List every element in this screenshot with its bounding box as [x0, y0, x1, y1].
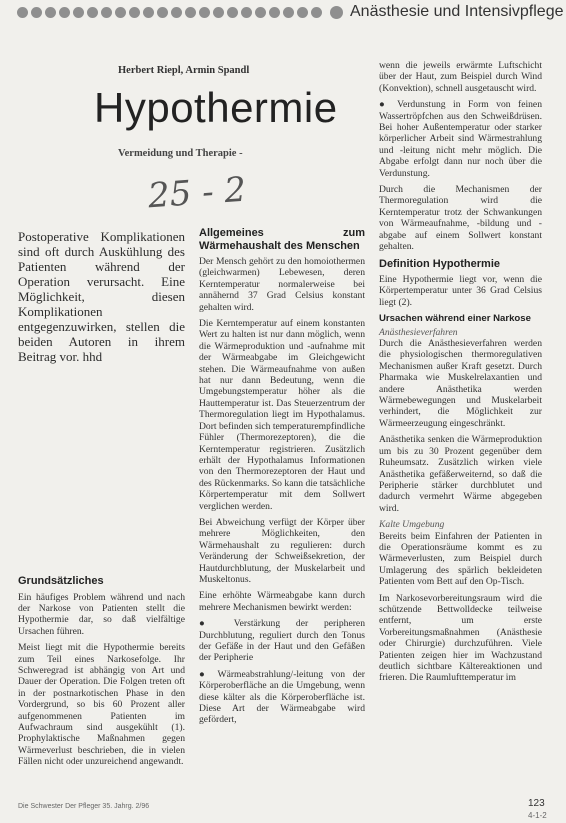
lead-paragraph: Postoperative Komplikationen sind oft durch Auskühlung des Patienten während der Operation verursacht. Eine Möglichkeit, diesen Komplikationen entgegenzuwirken, stellen die beiden Autoren in ihrem Beitrag vor. hhd — [18, 229, 185, 364]
lead-column — [18, 229, 185, 369]
dot-icon — [185, 7, 196, 18]
footer-source: Die Schwester Der Pfleger 35. Jahrg. 2/96 — [18, 803, 150, 810]
paragraph: Eine erhöhte Wärmeabgabe kann durch mehrere Mechanismen bewirkt werden: — [199, 590, 365, 613]
paragraph: Eine Hypothermie liegt vor, wenn die Körpertemperatur unter 36 Grad Celsius liegt (2). — [379, 274, 542, 308]
dot-icon — [143, 7, 154, 18]
dot-icon — [241, 7, 252, 18]
dot-icon — [45, 7, 56, 18]
dot-icon — [311, 7, 322, 18]
paragraph: ● Verdunstung in Form von feinen Wassertröpfchen aus den Schweißdrüsen. Bei hoher Außentemperatur oder starker körperlicher Arbeit sind Wärmestrahlung und -leitung nicht mehr möglich. Die Abgabe erfolgt dann nur noch über die Verdunstung. — [379, 99, 542, 179]
column-1-lower — [18, 575, 185, 773]
paragraph: ● Verstärkung der peripheren Durchblutung, reguliert durch den Tonus der Gefäße in der Haut und den Gefäßen der Peripherie — [199, 618, 365, 664]
dot-icon — [129, 7, 140, 18]
dot-icon — [227, 7, 238, 18]
heading-grundsaetzliches: Grundsätzliches — [18, 575, 104, 587]
column-2 — [199, 227, 365, 731]
dot-icon — [31, 7, 42, 18]
paragraph: wenn die jeweils erwärmte Luftschicht über der Haut, zum Beispiel durch Wind (Konvektion), schnell ausgetauscht wird. — [379, 60, 542, 94]
paragraph: Ein häufiges Problem während und nach der Narkose von Patienten stellt die Hypothermie dar, so daß vielfältige Ursachen führen. — [18, 591, 185, 637]
paragraph: Der Mensch gehört zu den homoiothermen (gleichwarmen) Lebewesen, deren Kerntemperatur normalerweise bei annähernd 37 Grad Celsius konstant gehalten wird. — [199, 256, 365, 313]
dot-icon — [255, 7, 266, 18]
dot-icon — [115, 7, 126, 18]
dot-icon — [157, 7, 168, 18]
dot-icon — [101, 7, 112, 18]
subheading-anaesthesieverfahren: Anästhesieverfahren — [379, 326, 458, 338]
dot-icon — [171, 7, 182, 18]
paragraph: Anästhetika senken die Wärmeproduktion um bis zu 30 Prozent gegenüber dem Ruheumsatz. Zusätzlich wirken viele Anästhetika gefäßerweiternd, so daß die Peripherie stärker durchblutet und dadurch vermehrt Wärme abgegeben wird. — [379, 434, 542, 514]
dot-icon — [17, 7, 28, 18]
dot-icon — [269, 7, 280, 18]
section-title: Anästhesie und Intensivpflege — [350, 3, 564, 20]
paragraph: Bereits beim Einfahren der Patienten in die Operationsräume kommt es zu Wärmeverlusten, zum Beispiel durch Umlagerung des spärlich bekleideten Patienten vom Bett auf den Op-Tisch. — [379, 530, 542, 588]
paragraph: Im Narkosevorbereitungsraum wird die schützende Bettwolldecke teilweise entfernt, um erste Vorbereitungsmaßnahmen (Anästhesie oder Chirurgie) durchzuführen. Viele Patienten zeigen hier im Wachzustand deutlich sichtbare Kältereaktionen und frieren. Die Raumlufttemperatur im — [379, 592, 542, 684]
article-authors: Herbert Riepl, Armin Spandl — [118, 65, 250, 76]
dot-icon — [283, 7, 294, 18]
paragraph: Meist liegt mit die Hypothermie bereits zum Teil eines Narkosefolge. Ihr Schweregrad ist abhängig von Art und Dauer der Operation. Die Folgen treten oft in der postnarkotischen Phase in den Vordergrund, so bis 60 Prozent aller aufgenommenen Patienten im Aufwachraum sind ausgekühlt (1). Prophylaktische Maßnahmen gegen Wärmeverlust beschrieben, die in vielen Fällen nicht oder unzureichend angewandt. — [18, 642, 185, 768]
dot-icon — [87, 7, 98, 18]
paragraph: Durch die Mechanismen der Thermoregulation wird die Kerntemperatur trotz der Schwankungen von Wärmeaufnahme, -bildung und -abgabe auf einem Sollwert konstant gehalten. — [379, 184, 542, 253]
page-number: 123 — [528, 798, 545, 809]
paragraph: ● Wärmeabstrahlung/-leitung von der Körperoberfläche an die Umgebung, wenn diese kälter als die Körperoberfläche ist. Diese Art der Wärmeabgabe wird gefördert, — [199, 668, 365, 726]
page-mark: 4-1-2 — [528, 811, 547, 820]
subheading-kalte-umgebung: Kalte Umgebung — [379, 519, 445, 531]
heading-ursachen: Ursachen während einer Narkose — [379, 313, 531, 325]
heading-waermehaushalt: Allgemeines zum Wärmehaushalt des Menschen — [199, 227, 365, 252]
dot-icon — [59, 7, 70, 18]
article-title: Hypothermie — [94, 84, 338, 131]
handwritten-note: 25 - 2 — [146, 169, 248, 217]
paragraph: Die Kerntemperatur auf einem konstanten Wert zu halten ist nur dann möglich, wenn die Wärmeproduktion und -aufnahme mit der Wärmeabgabe im Gleichgewicht stehen. Die Wärmeaufnahme von außen hat nur dann Bedeutung, wenn die Umgebungstemperatur höher als die Hauttemperatur ist. Das Steuerzentrum der Thermoregulation liegt im Hypothalamus. Dort befinden sich temperaturempfindliche Fühler (Thermorezeptoren), die die Kerntemperatur registrieren. Zusätzlich erhält der Hypothalamus Informationen von den Thermorezeptoren der Haut und des Rückenmarks. So kann die tatsächliche Körpertemperatur mit dem Sollwert verglichen werden. — [199, 318, 365, 512]
section-marker-icon — [330, 6, 343, 19]
header-decorative-dots — [17, 7, 343, 19]
paragraph: Bei Abweichung verfügt der Körper über mehrere Möglichkeiten, den Wärmehaushalt zu regulieren: durch Veränderung der Schweißsekretion, der Hautdurchblutung, der Muskelarbeit und Muskeltonus. — [199, 516, 365, 585]
dot-icon — [199, 7, 210, 18]
heading-definition: Definition Hypothermie — [379, 257, 501, 270]
dot-icon — [73, 7, 84, 18]
column-3 — [379, 60, 542, 689]
dot-icon — [213, 7, 224, 18]
dot-icon — [297, 7, 308, 18]
article-subtitle: Vermeidung und Therapie - — [118, 148, 243, 159]
paragraph: Durch die Anästhesieverfahren werden die physiologischen thermoregulativen Mechanismen außer Kraft gesetzt. Durch Pharmaka wie Muskelrelaxantien und andere Anästhetika werden Wärmebewegungen und Muskelarbeit verhindert, die Möglichkeit zur Wärmeerzeugung eingeschränkt. — [379, 338, 542, 429]
